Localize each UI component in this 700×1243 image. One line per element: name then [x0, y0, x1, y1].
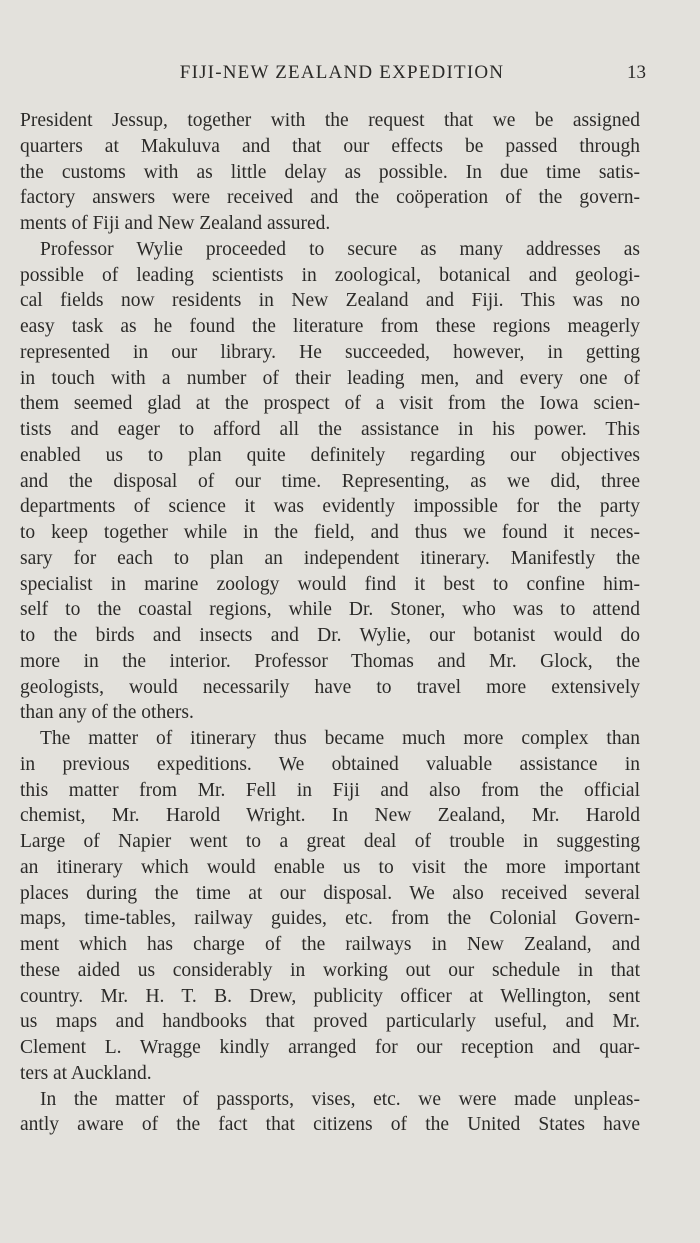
text-line: an itinerary which would enable us to visit the more important	[20, 856, 640, 878]
text-line: maps, time-tables, railway guides, etc. from the Colonial Govern-	[20, 908, 640, 930]
text-line: cal fields now residents in New Zealand and Fiji. This was no	[20, 290, 640, 312]
text-line: President Jessup, together with the request that we be assigned	[20, 110, 640, 131]
text-line: In the matter of passports, vises, etc. we were made unpleas-	[40, 1088, 640, 1110]
text-line: factory answers were received and the coöperation of the govern-	[20, 187, 640, 209]
text-line: easy task as he found the literature from these regions meagerly	[20, 316, 640, 337]
text-line: country. Mr. H. T. B. Drew, publicity officer at Wellington, sent	[20, 985, 640, 1007]
text-line: the customs with as little delay as possible. In due time satis-	[20, 161, 640, 183]
text-line: ment which has charge of the railways in New Zealand, and	[20, 934, 640, 955]
text-line: in touch with a number of their leading men, and every one of	[20, 367, 640, 389]
text-line: possible of leading scientists in zoological, botanical and geologi-	[20, 264, 640, 286]
text-line: ters at Auckland.	[20, 1062, 152, 1084]
text-line: quarters at Makuluva and that our effects be passed through	[20, 135, 640, 157]
text-line: these aided us considerably in working out our schedule in that	[20, 959, 640, 981]
text-line: to keep together while in the field, and thus we found it neces-	[20, 522, 640, 543]
text-line: chemist, Mr. Harold Wright. In New Zealand, Mr. Harold	[20, 805, 640, 827]
running-title: FIJI-NEW ZEALAND EXPEDITION	[179, 62, 505, 83]
text-line: sary for each to plan an independent itinerary. Manifestly the	[20, 547, 640, 569]
text-line: represented in our library. He succeeded, however, in getting	[20, 341, 640, 363]
text-line: to the birds and insects and Dr. Wylie, our botanist would do	[20, 625, 640, 646]
text-line: tists and eager to afford all the assistance in his power. This	[20, 419, 640, 440]
text-line: departments of science it was evidently impossible for the party	[20, 496, 640, 518]
text-line: us maps and handbooks that proved particularly useful, and Mr.	[20, 1011, 640, 1033]
page-number: 13	[627, 62, 646, 83]
text-line: specialist in marine zoology would find it best to confine him-	[20, 573, 640, 595]
text-line: enabled us to plan quite definitely regarding our objectives	[20, 444, 640, 466]
text-line: more in the interior. Professor Thomas and Mr. Glock, the	[20, 650, 640, 672]
text-line: and the disposal of our time. Representing, as we did, three	[20, 470, 640, 492]
text-line: in previous expeditions. We obtained valuable assistance in	[20, 753, 640, 775]
text-line: Clement L. Wragge kindly arranged for our reception and quar-	[20, 1037, 640, 1058]
body-text	[20, 108, 640, 1138]
text-line: self to the coastal regions, while Dr. Stoner, who was to attend	[20, 599, 640, 621]
text-line: geologists, would necessarily have to travel more extensively	[20, 676, 640, 698]
text-line: this matter from Mr. Fell in Fiji and also from the official	[20, 779, 640, 801]
text-line: than any of the others.	[20, 702, 194, 724]
text-line: ments of Fiji and New Zealand assured.	[20, 213, 331, 234]
text-line: Professor Wylie proceeded to secure as many addresses as	[40, 238, 640, 260]
text-line: The matter of itinerary thus became much more complex than	[40, 728, 640, 749]
running-head	[20, 62, 646, 88]
text-line: antly aware of the fact that citizens of the United States have	[20, 1114, 640, 1136]
text-line: them seemed glad at the prospect of a visit from the Iowa scien-	[20, 393, 640, 415]
text-line: Large of Napier went to a great deal of trouble in suggesting	[20, 831, 640, 852]
text-line: places during the time at our disposal. We also received several	[20, 882, 640, 904]
